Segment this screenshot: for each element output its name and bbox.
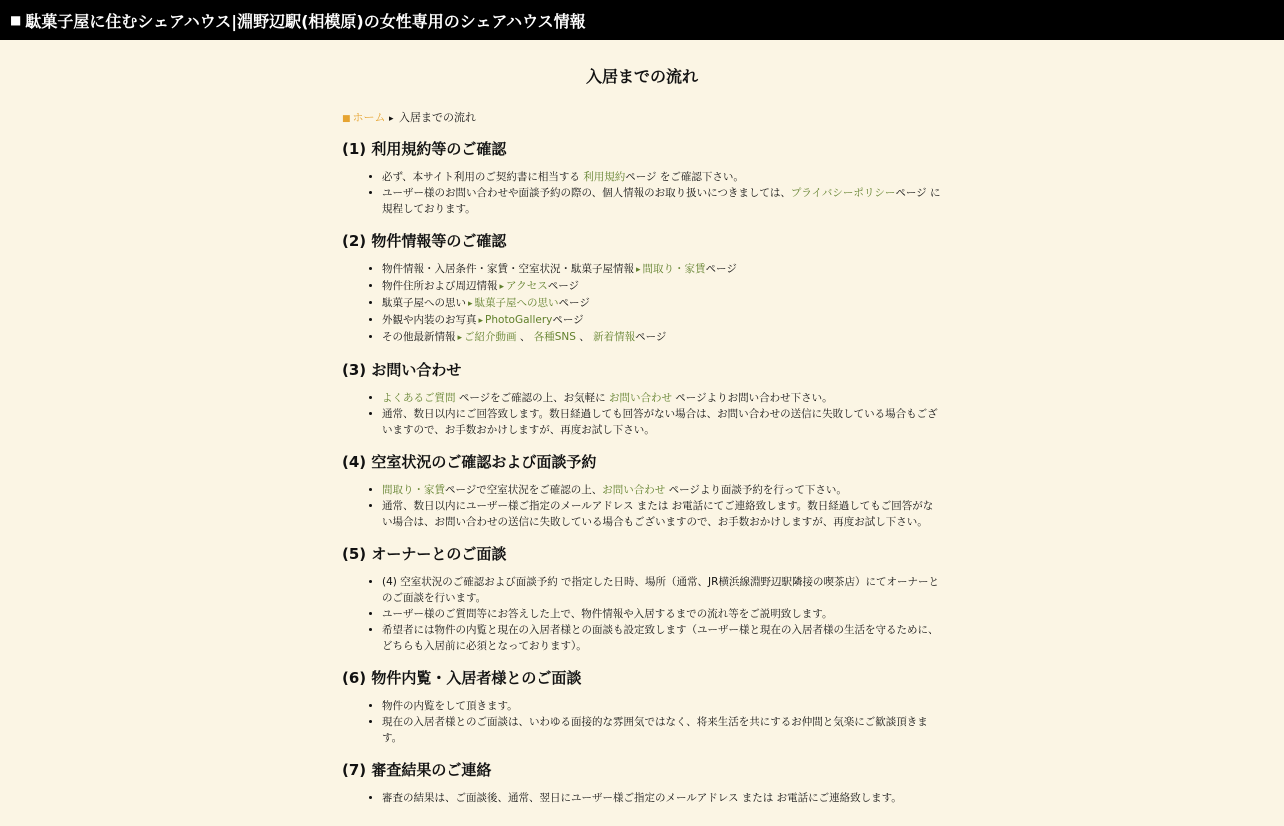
home-icon: ■ xyxy=(10,13,22,27)
list-item: • 必ず、本サイト利用のご契約書に相当する 利用規約ページ をご確認下さい。 xyxy=(382,169,942,185)
section-list-2 xyxy=(342,261,942,346)
section-heading-5: (5) オーナーとのご面談 xyxy=(342,545,507,563)
site-title-link[interactable]: 駄菓子屋に住むシェアハウス|淵野辺駅(相模原)の女性専用のシェアハウス情報 xyxy=(25,11,586,31)
list-item: • 審査の結果は、ご面談後、通常、翌日にユーザー様ご指定のメールアドレス または お電話にご連絡致します。 xyxy=(382,790,942,806)
breadcrumb xyxy=(342,110,942,127)
list-item: • 現在の入居者様とのご面談は、いわゆる面接的な雰囲気ではなく、将来生活を共にするお仲間と気楽にご歓談頂きます。 xyxy=(382,714,942,746)
section-heading-1: (1) 利用規約等のご確認 xyxy=(342,140,507,158)
list-item: • 物件住所および周辺情報 ▸ アクセスページ xyxy=(382,278,942,295)
section-heading-4: (4) 空室状況のご確認および面談予約 xyxy=(342,453,597,471)
list-item: • 希望者には物件の内覧と現在の入居者様との面談も設定致します（ユーザー様と現在の入居者様の生活を守るために、どちらも入居前に必須となっております）。 xyxy=(382,622,942,654)
main-content xyxy=(342,66,942,806)
list-item: • ユーザー様のお問い合わせや面談予約の際の、個人情報のお取り扱いにつきましては、プライバシーポリシーページ に規程しております。 xyxy=(382,185,942,217)
arrow-right-icon: ▸ xyxy=(468,299,473,309)
list-item: • その他最新情報 ▸ ご紹介動画 、 各種SNS 、 新着情報ページ xyxy=(382,329,942,346)
list-item: • 物件の内覧をして頂きます。 xyxy=(382,698,942,714)
news-link[interactable]: 新着情報 xyxy=(593,331,636,343)
list-item: • (4) 空室状況のご確認および面談予約 で指定した日時、場所（通常、JR横浜線淵野辺駅隣接の喫茶店）にてオーナーとのご面談を行います。 xyxy=(382,574,942,606)
section-list-5 xyxy=(342,574,942,654)
section-list-4 xyxy=(342,482,942,530)
access-link[interactable]: アクセス xyxy=(506,280,548,292)
sns-link[interactable]: 各種SNS xyxy=(533,331,576,343)
arrow-right-icon: ▸ xyxy=(478,316,484,326)
section-list-1 xyxy=(342,169,942,217)
arrow-right-icon: ▸ xyxy=(636,265,641,275)
list-item: • 外観や内装のお写真 ▸ PhotoGalleryページ xyxy=(382,312,942,329)
list-item: • 駄菓子屋への思い ▸ 駄菓子屋への思いページ xyxy=(382,295,942,312)
terms-link[interactable]: 利用規約 xyxy=(583,171,626,183)
list-item: • 物件情報・入居条件・家賃・空室状況・駄菓子屋情報 ▸ 間取り・家賃ページ xyxy=(382,261,942,278)
arrow-right-icon: ▸ xyxy=(499,282,505,292)
section-list-7 xyxy=(342,790,942,806)
arrow-right-icon: ▸ xyxy=(457,333,463,343)
section-list-3 xyxy=(342,390,942,438)
dagashiya-thoughts-link[interactable]: 駄菓子屋への思い xyxy=(474,297,559,309)
page-title: 入居までの流れ xyxy=(585,67,698,86)
chevron-right-icon: ▸ xyxy=(389,114,394,124)
list-item: • ユーザー様のご質問等にお答えした上で、物件情報や入居するまでの流れ等をご説明致します。 xyxy=(382,606,942,622)
floorplan-rent-link[interactable]: 間取り・家賃 xyxy=(382,484,445,496)
contact-link[interactable]: お問い合わせ xyxy=(608,392,672,404)
section-heading-7: (7) 審査結果のご連絡 xyxy=(342,761,492,779)
breadcrumb-home-link[interactable]: ■ ホーム xyxy=(342,111,386,124)
faq-link[interactable]: よくあるご質問 xyxy=(382,392,456,404)
list-item: • 通常、数日以内にご回答致します。数日経過しても回答がない場合は、お問い合わせの送信に失敗している場合もございますので、お手数おかけしますが、再度お試し下さい。 xyxy=(382,406,942,438)
home-icon: ■ xyxy=(342,114,351,124)
list-item: • 間取り・家賃ページで空室状況をご確認の上、お問い合わせ ページより面談予約を行って下さい。 xyxy=(382,482,942,498)
list-item: • よくあるご質問 ページをご確認の上、お気軽に お問い合わせ ページよりお問い合わせ下さい。 xyxy=(382,390,942,406)
contact-link[interactable]: お問い合わせ xyxy=(602,484,666,496)
breadcrumb-current: 入居までの流れ xyxy=(399,111,477,124)
privacy-policy-link[interactable]: プライバシーポリシー xyxy=(790,187,896,199)
section-list-6 xyxy=(342,698,942,746)
site-header xyxy=(0,0,1284,40)
list-item: • 通常、数日以内にユーザー様ご指定のメールアドレス または お電話にてご連絡致します。数日経過してもご回答がない場合は、お問い合わせの送信に失敗している場合もございますので、お手数おかけしますが、再度お試し下さい。 xyxy=(382,498,942,530)
photo-gallery-link[interactable]: PhotoGallery xyxy=(485,314,553,326)
section-heading-3: (3) お問い合わせ xyxy=(342,361,462,379)
section-heading-2: (2) 物件情報等のご確認 xyxy=(342,232,507,250)
floorplan-rent-link[interactable]: 間取り・家賃 xyxy=(642,263,706,275)
intro-video-link[interactable]: ご紹介動画 xyxy=(464,331,517,343)
section-heading-6: (6) 物件内覧・入居者様とのご面談 xyxy=(342,669,582,687)
